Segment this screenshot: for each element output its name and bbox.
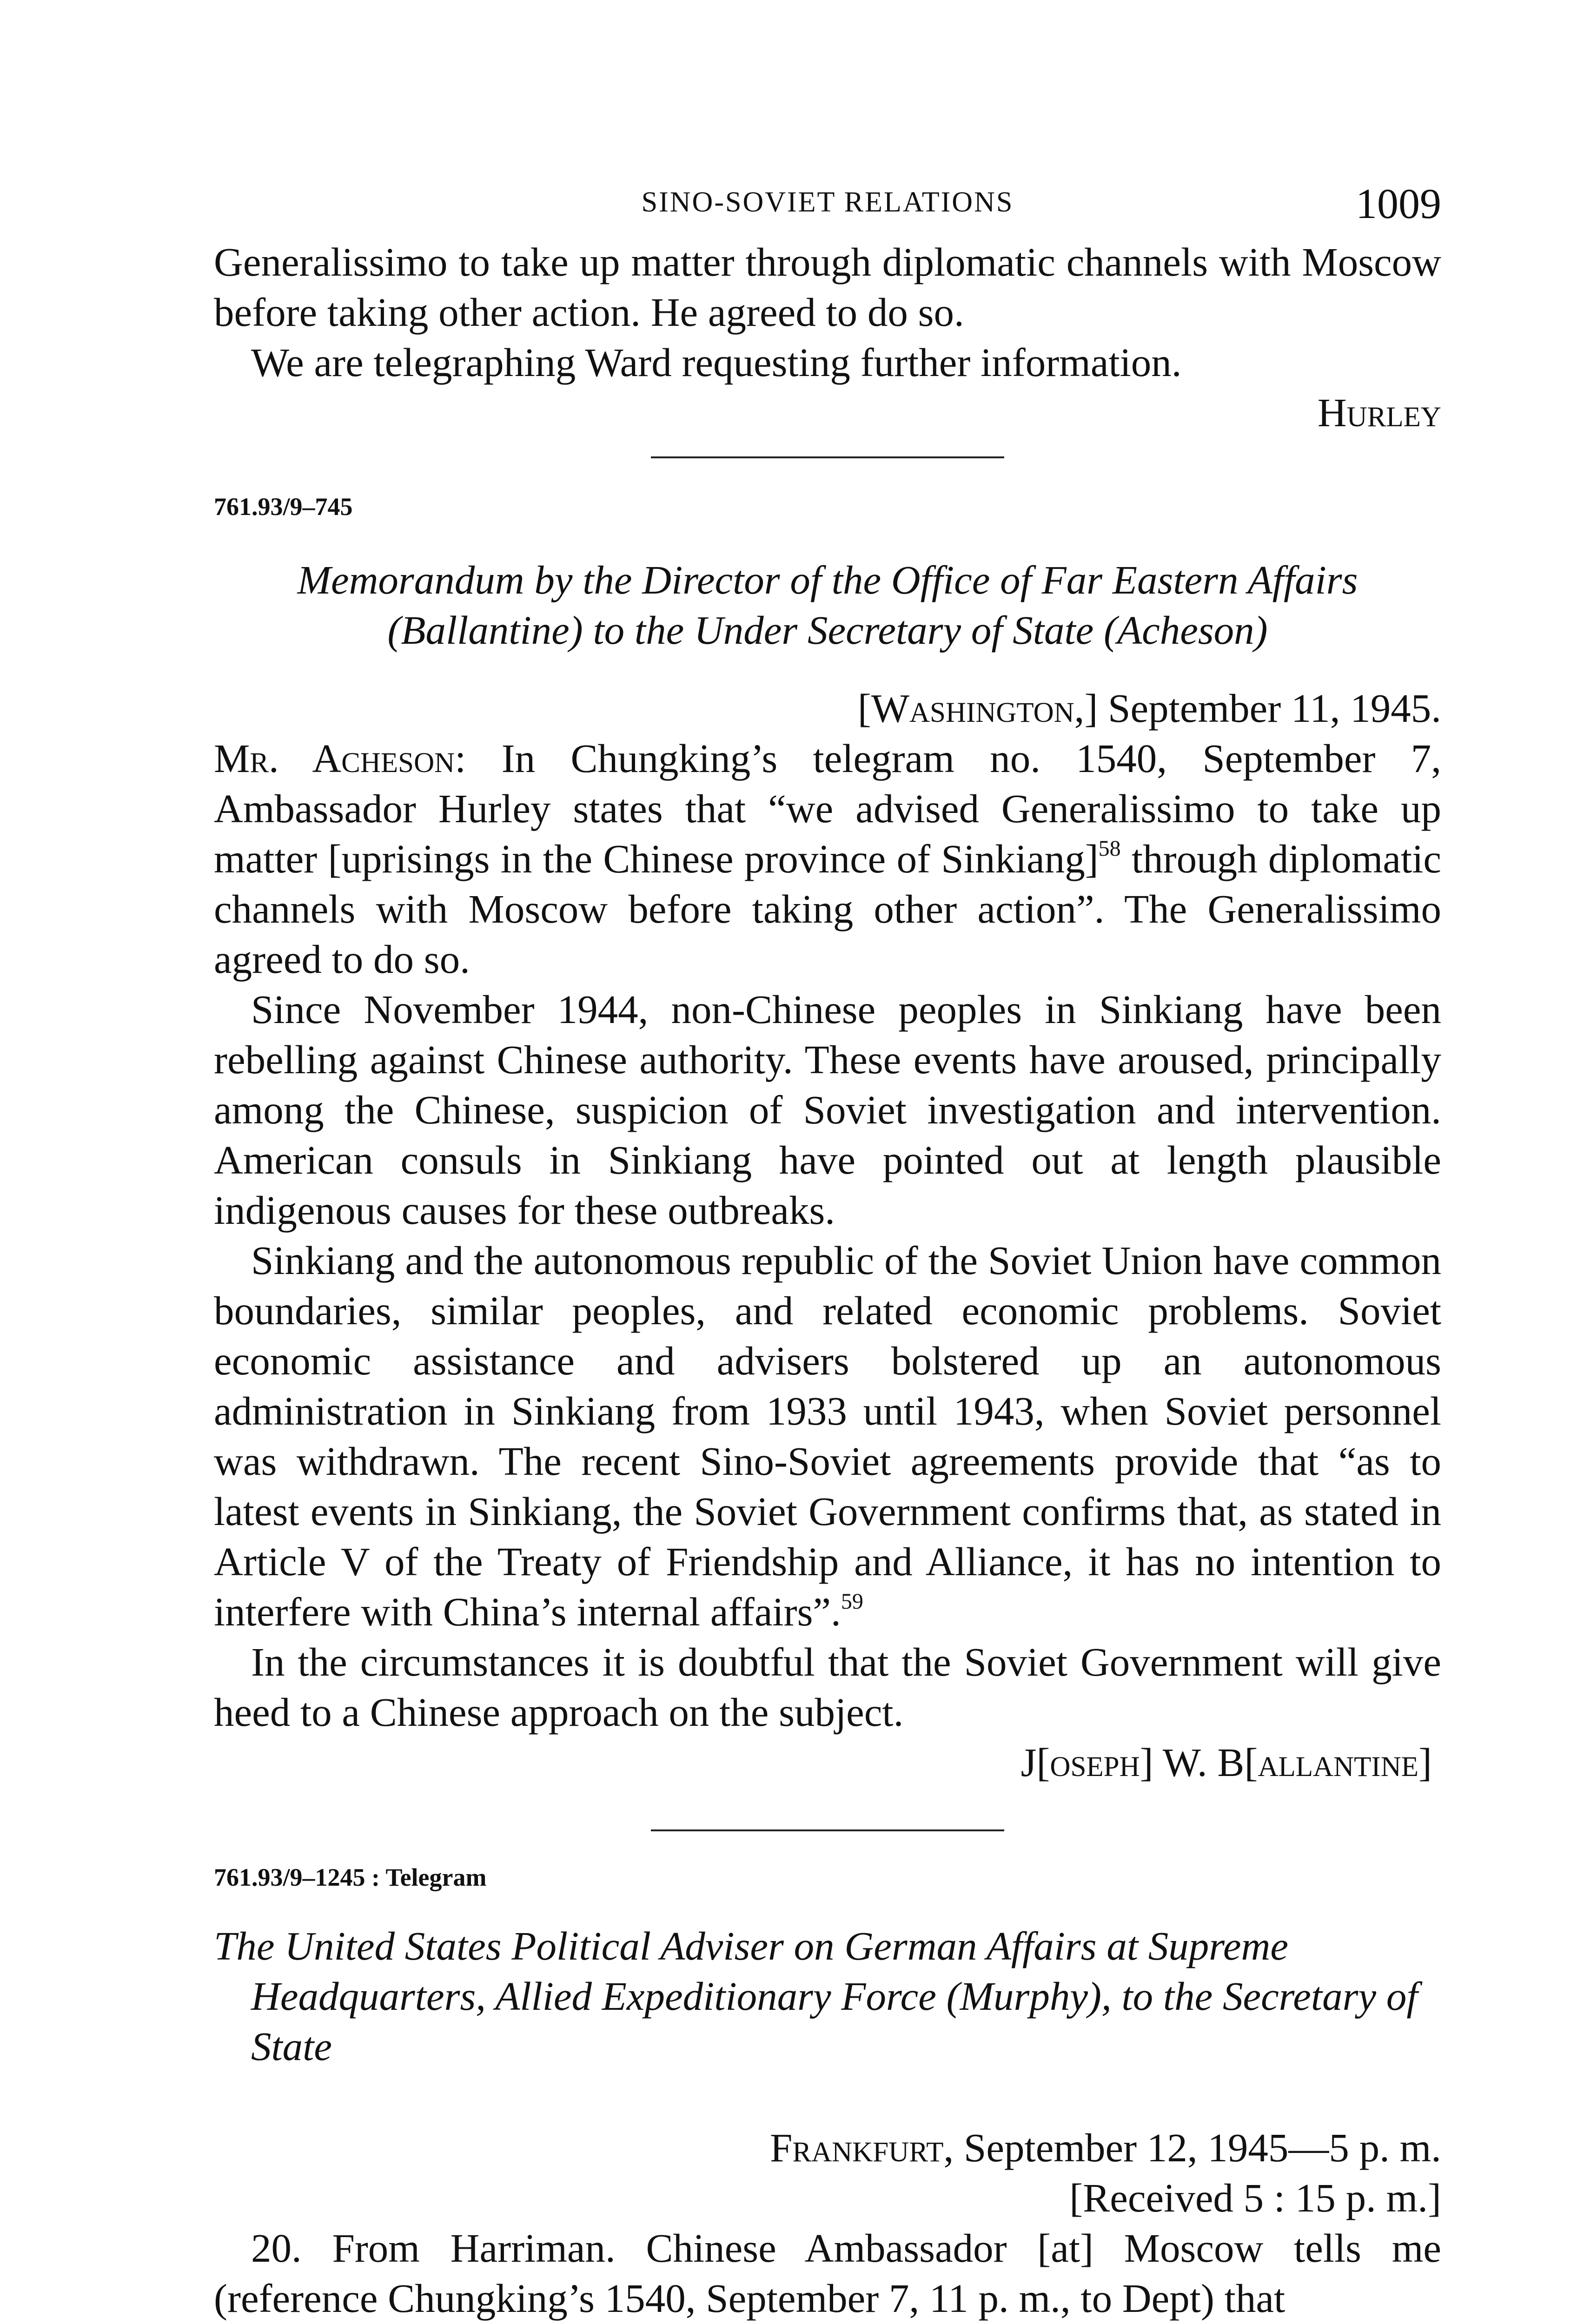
section-divider: [651, 1829, 1004, 1831]
file-number: 761.93/9–1245 : Telegram: [214, 1863, 487, 1891]
dateline: [Washington,] September 11, 1945.: [857, 686, 1441, 731]
dateline-date: September 12, 1945—5 p. m.: [964, 2125, 1441, 2170]
telegram-title: The United States Political Adviser on German Affairs at Supreme Headquarters, Allied Expeditionary Force (Murphy), to the Secretary of State: [214, 1923, 1418, 2069]
ballantine-memorandum: [214, 482, 1441, 1788]
memorandum-title-line2: (Ballantine) to the Under Secretary of State (Acheson): [387, 607, 1268, 653]
received-time: [Received 5 : 15 p. m.]: [1069, 2175, 1441, 2220]
running-title: SINO-SOVIET RELATIONS: [641, 186, 1014, 218]
document-page: [214, 153, 1441, 2324]
murphy-telegram: [214, 1852, 1441, 2324]
telegram-paragraph-1: 20. From Harriman. Chinese Ambassador [at] Moscow tells me (reference Chungking’s 1540, September 7, 11 p. m., to Dept) that: [214, 2225, 1441, 2321]
hurley-telegram-continuation: [214, 237, 1441, 438]
memo-paragraph-2: Since November 1944, non-Chinese peoples in Sinkiang have been rebelling against Chinese authority. These events have aroused, principally among the Chinese, suspicion of Soviet investigation and intervention. American consuls in Sinkiang have pointed out at length plausible indigenous causes for these outbreaks.: [214, 987, 1441, 1233]
salutation: Mr. Acheson:: [214, 736, 466, 781]
memo-paragraph-1: Mr. Acheson: In Chungking’s telegram no. 1540, September 7, Ambassador Hurley states that “we advised Generalissimo to take up matter [uprisings in the Chinese province of Sinkiang]$^{58}$ through diplomatic channels with Moscow before taking other action”. The Generalissimo agreed to do so.: [214, 736, 1442, 982]
page-number: 1009: [1356, 180, 1441, 227]
continuation-paragraph: Generalissimo to take up matter through diplomatic channels with Moscow before taking other action. He agreed to do so.: [214, 239, 1441, 335]
file-number: 761.93/9–745: [214, 493, 353, 521]
dateline-date: September 11, 1945.: [1108, 686, 1441, 731]
dateline-place: Washington,: [871, 686, 1085, 731]
hurley-signature: Hurley: [1317, 390, 1441, 435]
memo-paragraph-4: In the circumstances it is doubtful that the Soviet Government will give heed to a Chinese approach on the subject.: [214, 1639, 1441, 1735]
dateline-place: Frankfurt,: [770, 2125, 954, 2170]
ballantine-signature: J[oseph] W. B[allantine]: [1020, 1740, 1432, 1785]
section-divider: [651, 456, 1004, 458]
memorandum-title-line1: Memorandum by the Director of the Office of Far Eastern Affairs: [297, 557, 1358, 602]
ward-paragraph: We are telegraphing Ward requesting further information.: [251, 340, 1182, 385]
memo-paragraph-3: Sinkiang and the autonomous republic of the Soviet Union have common boundaries, similar peoples, and related economic problems. Soviet economic assistance and advisers bolstered up an autonomous administration in Sinkiang from 1933 until 1943, when Soviet personnel was withdrawn. The recent Sino-Soviet agreements provide that “as to latest events in Sinkiang, the Soviet Government confirms that, as stated in Article V of the Treaty of Friendship and Alliance, it has no intention to interfere with China’s internal affairs”.$^{59}$: [214, 1238, 1441, 1634]
footnote-ref-58: 58: [1098, 836, 1121, 861]
page-header: [214, 153, 1441, 237]
dateline: [214, 2123, 1441, 2173]
footnote-ref-59: 59: [841, 1589, 863, 1614]
